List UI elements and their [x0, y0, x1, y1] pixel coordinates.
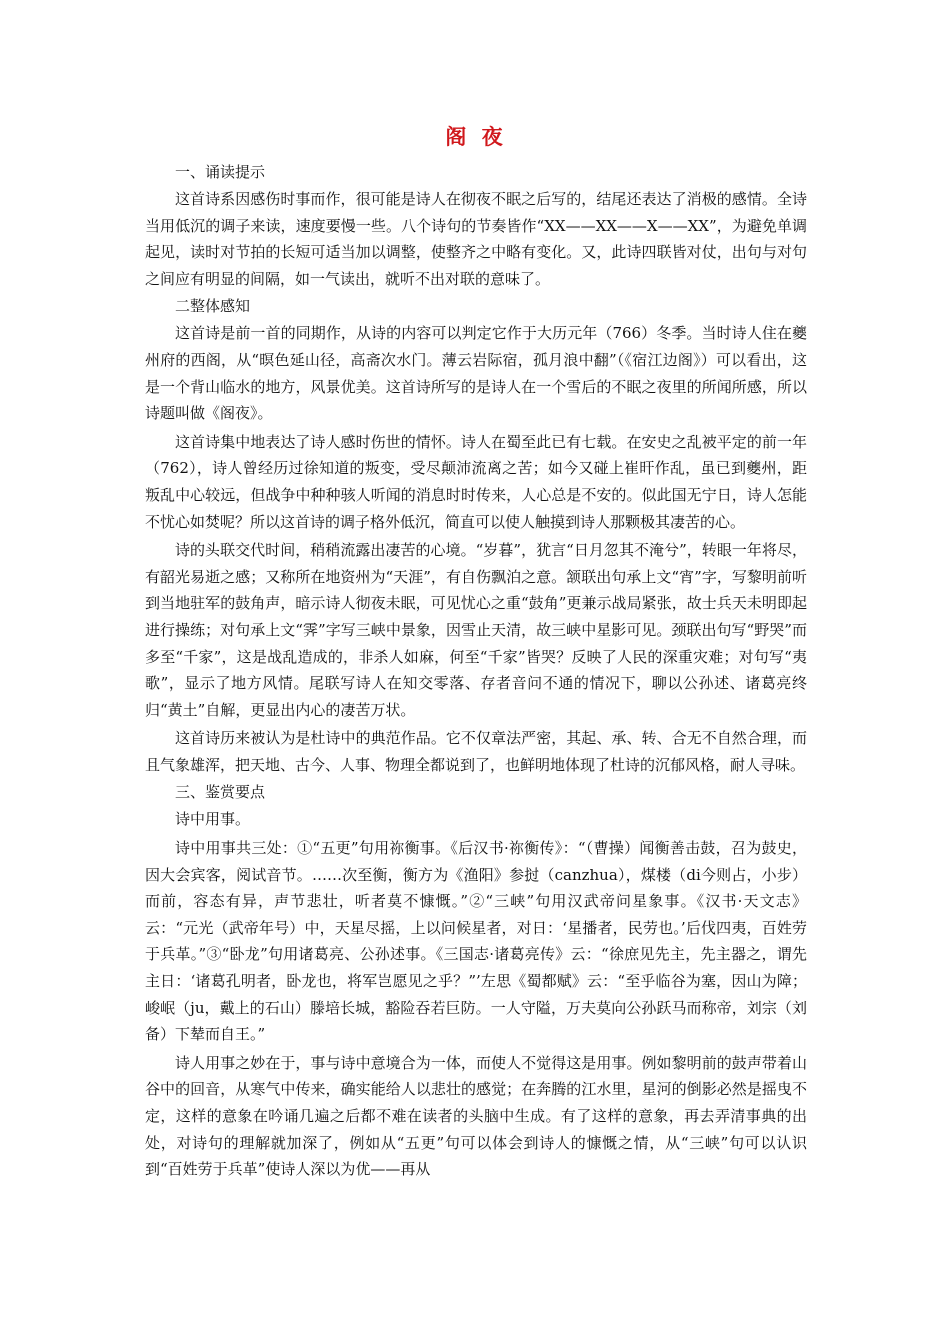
- paragraph: 诗中用事共三处：①“五更”句用祢衡事。《后汉书·祢衡传》：“（曹操）闻衡善击鼓，召为鼓史，因大会宾客，阅试音节。……次至衡，衡方为《渔阳》参挝（canzhua），煤楼（di今则占，小步）而前，容态有异，声节悲壮，听者莫不慷慨。”②“三峡”句用汉武帝问星象事。《汉书·天文志》云：“元光（武帝年号）中，天星尽摇，上以问候星者，对日：‘星播者，民劳也。’后伐四夷，百姓劳于兵革。”③“卧龙”句用诸葛亮、公孙述事。《三国志·诸葛亮传》云：“徐庶见先主，先主器之，谓先主日：‘诸葛孔明者，卧龙也，将军岂愿见之乎？”’左思《蜀都赋》云：“至乎临谷为塞，因山为障；峻岷（ju，戴上的石山）滕培长城，豁险吞若巨防。一人守隘，万夫莫向公孙跃马而称帝，刘宗（刘备）下辇而自王。”: [145, 839, 807, 1044]
- paragraph: 这首诗历来被认为是杜诗中的典范作品。它不仅章法严密，其起、承、转、合无不自然合理，而且气象雄浑，把天地、古今、人事、物理全都说到了，也鲜明地体现了杜诗的沉郁风格，耐人寻味。: [145, 729, 807, 774]
- paragraph: 诗人用事之妙在于，事与诗中意境合为一体，而使人不觉得这是用事。例如黎明前的鼓声带着山谷中的回音，从寒气中传来，确实能给人以悲壮的感觉；在奔腾的江水里，星河的倒影必然是摇曳不定，这样的意象在吟诵几遍之后都不难在读者的头脑中生成。有了这样的意象，再去弄清事典的出处，对诗句的理解就加深了，例如从“五更”句可以体会到诗人的慷慨之情，从“三峡”句可以认识到“百姓劳于兵革”使诗人深以为优——再从: [145, 1053, 807, 1179]
- document-title: 阁 夜: [445, 125, 507, 149]
- document-page: [145, 120, 807, 1185]
- section-heading-appreciation: 三、鉴赏要点: [175, 783, 266, 802]
- section-heading-overview: 二整体感知: [175, 297, 251, 316]
- paragraph: 这首诗集中地表达了诗人感时伤世的情怀。诗人在蜀至此已有七载。在安史之乱被平定的前一年（762），诗人曾经历过徐知道的叛变，受尽颠沛流离之苦；如今又碰上崔旰作乱，虽已到夔州，距叛乱中心较远，但战争中种种骇人听闻的消息时时传来，人心总是不安的。似此国无宁日，诗人怎能不忧心如焚呢？所以这首诗的调子格外低沉，简直可以使人触摸到诗人那颗极其凄苦的心。: [145, 432, 807, 531]
- paragraph: 诗的头联交代时间，稍稍流露出凄苦的心境。“岁暮”，犹言“日月忽其不淹兮”，转眼一年将尽，有韶光易逝之感；又称所在地资州为“天涯”，有自伤飘泊之意。颔联出句承上文“宵”字，写黎明前听到当地驻军的鼓角声，暗示诗人彻夜未眠，可见忧心之重“鼓角”更兼示战局紧张，故士兵天未明即起进行操练；对句承上文“霁”字写三峡中景象，因雪止天清，故三峡中星影可见。颈联出句写“野哭”而多至“千家”，这是战乱造成的，非杀人如麻，何至“千家”皆哭？反映了人民的深重灾难；对句写“夷歌”，显示了地方风情。尾联写诗人在知交零落、存者音问不通的情况下，聊以公孙述、诸葛亮终归“黄土”自解，更显出内心的凄苦万状。: [145, 541, 807, 719]
- paragraph: 诗中用事。: [175, 810, 251, 829]
- section-heading-recitation: 一、诵读提示: [175, 163, 266, 181]
- paragraph: 这首诗是前一首的同期作，从诗的内容可以判定它作于大历元年（766）冬季。当时诗人住在夔州府的西阁，从“暝色延山径，高斋次水门。薄云岩际宿，孤月浪中翻”（《宿江边阁》）可以看出，这是一个背山临水的地方，风景优美。这首诗所写的是诗人在一个雪后的不眠之夜里的所闻所感，所以诗题叫做《阁夜》。: [145, 324, 807, 423]
- paragraph: 这首诗系因感伤时事而作，很可能是诗人在彻夜不眠之后写的，结尾还表达了消极的感情。全诗当用低沉的调子来读，速度要慢一些。八个诗句的节奏皆作“XX——XX——X——XX”，为避免单调起见，读时对节拍的长短可适当加以调整，使整齐之中略有变化。又，此诗四联皆对仗，出句与对句之间应有明显的间隔，如一气读出，就听不出对联的意味了。: [145, 190, 807, 288]
